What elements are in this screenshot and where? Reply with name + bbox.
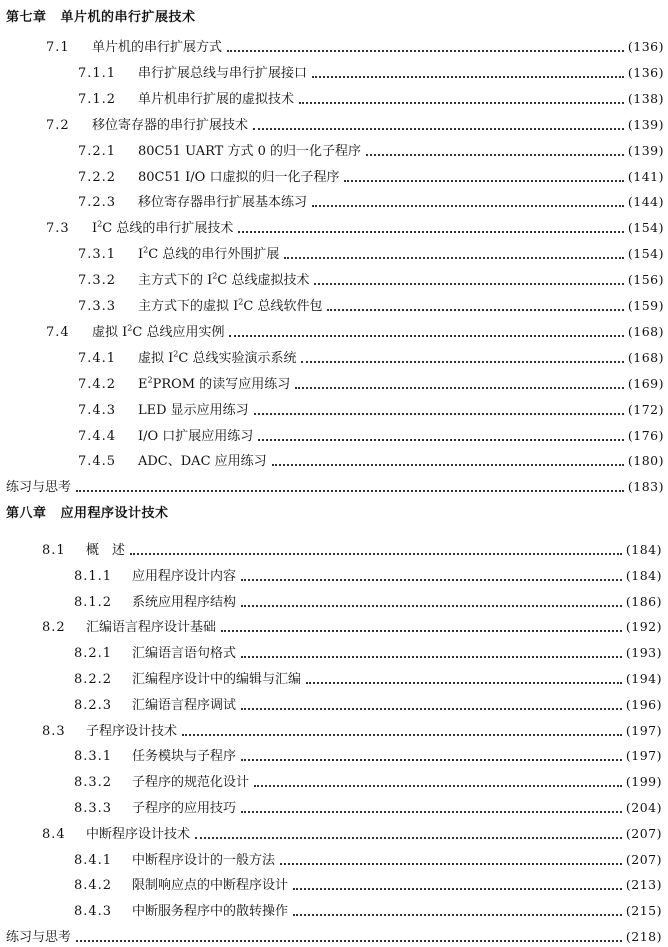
page-number: (204) — [625, 800, 662, 815]
toc-subsection-entry[interactable] — [78, 142, 664, 160]
section-title: 子程序的规范化设计 — [132, 775, 250, 791]
chapter-title: 应用程序设计技术 — [60, 506, 169, 521]
toc-subsection-entry[interactable] — [74, 644, 662, 662]
toc-subsection-entry[interactable] — [78, 271, 664, 289]
toc-subsection-entry[interactable] — [78, 375, 664, 393]
toc-subsection-entry[interactable] — [78, 452, 664, 470]
toc-subsection-entry[interactable] — [78, 90, 664, 108]
page-number: (186) — [625, 593, 662, 609]
page-number: (197) — [625, 748, 662, 764]
page-number: (139) — [627, 142, 664, 158]
toc-section-entry[interactable] — [46, 219, 664, 237]
dot-leader — [195, 837, 622, 839]
chapter-title: 单片机的串行扩展技术 — [60, 10, 196, 25]
dot-leader — [312, 76, 624, 78]
page-number: (138) — [627, 90, 664, 106]
toc-subsection-entry[interactable] — [78, 168, 664, 186]
dot-leader — [241, 811, 622, 813]
section-title: 应用程序设计内容 — [132, 568, 237, 584]
toc-subsection-entry[interactable] — [78, 245, 664, 263]
section-title: 串行扩展总线与串行扩展接口 — [138, 65, 308, 81]
toc-exercise-entry[interactable] — [6, 478, 664, 496]
dot-leader — [241, 759, 622, 761]
section-number: 8.3.1 — [74, 749, 113, 765]
page-number: (194) — [625, 671, 662, 686]
section-number: 8.4 — [42, 826, 66, 842]
dot-leader — [241, 656, 622, 658]
section-number: 7.4.5 — [78, 454, 117, 470]
section-number: 8.3.3 — [74, 801, 113, 816]
superscript-2: 2 — [143, 245, 149, 255]
page-number: (169) — [627, 375, 664, 391]
section-number: 8.3.2 — [74, 775, 113, 791]
section-number: 7.1.2 — [78, 91, 117, 107]
page-number: (159) — [627, 298, 664, 313]
page-number: (213) — [625, 877, 662, 893]
dot-leader — [327, 309, 623, 311]
section-number: 7.2 — [46, 117, 70, 133]
page-number: (184) — [625, 542, 662, 557]
toc-section-entry[interactable] — [42, 722, 662, 740]
section-title: 单片机的串行扩展方式 — [92, 40, 223, 55]
section-title: 汇编语言程序设计基础 — [86, 620, 217, 636]
section-number: 7.4.2 — [78, 376, 117, 392]
dot-leader — [238, 231, 624, 233]
page-number: (136) — [627, 64, 664, 80]
dot-leader — [299, 102, 624, 104]
page-number: (192) — [625, 619, 662, 635]
dot-leader — [306, 682, 622, 684]
section-title: 中断程序设计技术 — [86, 826, 191, 842]
section-number: 7.4.1 — [78, 350, 117, 366]
page-number: (207) — [625, 825, 662, 841]
section-number: 7.4.4 — [78, 428, 117, 444]
page-number: (156) — [627, 272, 664, 288]
toc-subsection-entry[interactable] — [78, 297, 664, 315]
toc-subsection-entry[interactable] — [74, 696, 662, 714]
section-number: 7.2.3 — [78, 195, 117, 211]
section-title: 虚拟 $I^2C$ 总线应用实例 — [92, 323, 225, 340]
section-title: 虚拟 $I^2C$ 总线实验演示系统 — [138, 349, 297, 366]
page-number: (144) — [627, 194, 664, 210]
page-number: (183) — [627, 479, 664, 495]
dot-leader — [272, 464, 624, 466]
section-number: 8.2.3 — [74, 697, 113, 713]
superscript-2: 2 — [173, 349, 179, 359]
toc-subsection-entry[interactable] — [74, 799, 662, 817]
page-number: (168) — [627, 323, 664, 339]
section-number: 8.4.2 — [74, 878, 113, 894]
toc-section-entry[interactable] — [46, 323, 664, 341]
toc-subsection-entry[interactable] — [74, 876, 662, 894]
section-number: 8.4.3 — [74, 904, 113, 920]
toc-subsection-entry[interactable] — [78, 427, 664, 445]
dot-leader — [76, 940, 622, 942]
section-title: 系统应用程序结构 — [132, 594, 237, 610]
section-title: 概 述 — [86, 543, 126, 558]
toc-subsection-entry[interactable] — [74, 567, 662, 585]
page-number: (154) — [627, 220, 664, 236]
toc-subsection-entry[interactable] — [74, 670, 662, 688]
dot-leader — [241, 579, 622, 581]
dot-leader — [227, 50, 624, 52]
toc-subsection-entry[interactable] — [78, 193, 664, 211]
section-number: 7.1.1 — [78, 65, 117, 81]
toc-exercise-entry[interactable] — [6, 928, 662, 946]
section-number: 8.3 — [42, 723, 66, 739]
section-title: 子程序的应用技巧 — [132, 801, 237, 816]
section-title: 中断程序设计的一般方法 — [132, 852, 276, 868]
toc-section-entry[interactable] — [46, 116, 664, 134]
dot-leader — [221, 630, 622, 632]
section-number: 7.1 — [46, 40, 70, 55]
section-title: 子程序设计技术 — [86, 723, 178, 739]
section-number: 7.2.1 — [78, 143, 117, 159]
chapter-number: 第七章 — [6, 10, 47, 25]
toc-subsection-entry[interactable] — [74, 773, 662, 791]
section-title: 任务模块与子程序 — [132, 749, 237, 765]
chapter-heading-7 — [6, 6, 196, 25]
section-number: 7.3 — [46, 221, 70, 237]
toc-subsection-entry[interactable] — [74, 593, 662, 611]
page-number: (207) — [625, 851, 662, 867]
dot-leader — [258, 439, 624, 441]
dot-leader — [182, 734, 622, 736]
superscript-2: 2 — [127, 323, 133, 333]
section-number: 7.3.3 — [78, 299, 117, 314]
section-title: 练习与思考 — [6, 930, 72, 945]
page-number: (180) — [627, 453, 664, 469]
section-title: 汇编程序设计中的编辑与汇编 — [132, 672, 302, 687]
section-title: 限制响应点的中断程序设计 — [132, 878, 289, 894]
dot-leader — [241, 708, 622, 710]
dot-leader — [229, 335, 623, 337]
section-number: 8.2 — [42, 620, 66, 636]
dot-leader — [344, 180, 623, 182]
section-title: LED 显示应用练习 — [138, 402, 249, 418]
page-number: (215) — [625, 903, 662, 919]
dot-leader — [130, 553, 622, 555]
dot-leader — [366, 154, 624, 156]
page-number: (196) — [625, 696, 662, 712]
page-number: (172) — [627, 401, 664, 417]
page-number: (136) — [627, 39, 664, 54]
section-title: 主方式下的虚拟 $I^2C$ 总线软件包 — [138, 297, 323, 314]
page-number: (176) — [627, 427, 664, 443]
page-number: (154) — [627, 246, 664, 262]
dot-leader — [293, 888, 622, 890]
dot-leader — [295, 387, 624, 389]
page-number: (141) — [627, 168, 664, 184]
section-title: 练习与思考 — [6, 480, 72, 496]
section-number: 7.3.2 — [78, 273, 117, 289]
dot-leader — [254, 785, 622, 787]
section-title: 移位寄存器的串行扩展技术 — [92, 117, 249, 133]
dot-leader — [76, 490, 624, 492]
page-number: (197) — [625, 722, 662, 738]
section-number: 8.4.1 — [74, 852, 113, 868]
section-number: 8.1 — [42, 543, 66, 558]
superscript-2: 2 — [97, 219, 103, 229]
section-title: 80C51 I/O 口虚拟的归一化子程序 — [138, 169, 340, 185]
toc-subsection-entry[interactable] — [74, 902, 662, 920]
toc-section-entry[interactable] — [46, 38, 664, 56]
section-number: 8.2.1 — [74, 646, 113, 662]
page-number: (139) — [627, 116, 664, 132]
section-title: 主方式下的 $I^2C$ 总线虚拟技术 — [138, 271, 310, 289]
toc-subsection-entry[interactable] — [74, 851, 662, 869]
page-number: (168) — [627, 349, 664, 365]
section-title: 80C51 UART 方式 0 的归一化子程序 — [138, 143, 362, 159]
section-title: $E^2PROM$ 的读写应用练习 — [138, 375, 291, 392]
toc-section-entry[interactable] — [42, 825, 662, 843]
dot-leader — [293, 914, 622, 916]
chapter-heading-8 — [6, 502, 169, 521]
dot-leader — [254, 413, 624, 415]
section-number: 7.3.1 — [78, 247, 117, 263]
page-number: (184) — [625, 567, 662, 583]
toc-section-entry[interactable] — [42, 618, 662, 636]
section-title: $I^2C$ 总线的串行扩展技术 — [92, 219, 234, 237]
section-title: $I^2C$ 总线的串行外围扩展 — [138, 245, 280, 263]
page-number: (193) — [625, 645, 662, 661]
chapter-number: 第八章 — [6, 506, 47, 521]
dot-leader — [284, 257, 624, 259]
page-number: (218) — [625, 929, 662, 944]
dot-leader — [314, 283, 623, 285]
section-title: 汇编语言语句格式 — [132, 646, 237, 662]
section-title: ADC、DAC 应用练习 — [138, 454, 267, 470]
section-number: 7.4 — [46, 324, 70, 340]
toc-subsection-entry[interactable] — [78, 349, 664, 367]
section-title: 移位寄存器串行扩展基本练习 — [138, 195, 308, 211]
section-number: 8.1.1 — [74, 568, 113, 584]
section-title: 单片机串行扩展的虚拟技术 — [138, 91, 295, 107]
dot-leader — [241, 605, 622, 607]
section-title: 中断服务程序中的散转操作 — [132, 904, 289, 920]
superscript-2: 2 — [238, 297, 244, 307]
superscript-2: 2 — [212, 271, 218, 281]
toc-subsection-entry[interactable] — [78, 401, 664, 419]
toc-section-entry[interactable] — [42, 541, 662, 559]
dot-leader — [312, 205, 624, 207]
section-title: 汇编语言程序调试 — [132, 697, 237, 713]
superscript-2: 2 — [147, 375, 153, 385]
toc-subsection-entry[interactable] — [74, 747, 662, 765]
toc-subsection-entry[interactable] — [78, 64, 664, 82]
dot-leader — [301, 361, 623, 363]
section-number: 8.2.2 — [74, 672, 113, 687]
section-title: I/O 口扩展应用练习 — [138, 428, 254, 444]
dot-leader — [253, 128, 624, 130]
section-number: 7.2.2 — [78, 169, 117, 185]
page-number: (199) — [625, 774, 662, 790]
dot-leader — [280, 863, 622, 865]
section-number: 7.4.3 — [78, 402, 117, 418]
section-number: 8.1.2 — [74, 594, 113, 610]
